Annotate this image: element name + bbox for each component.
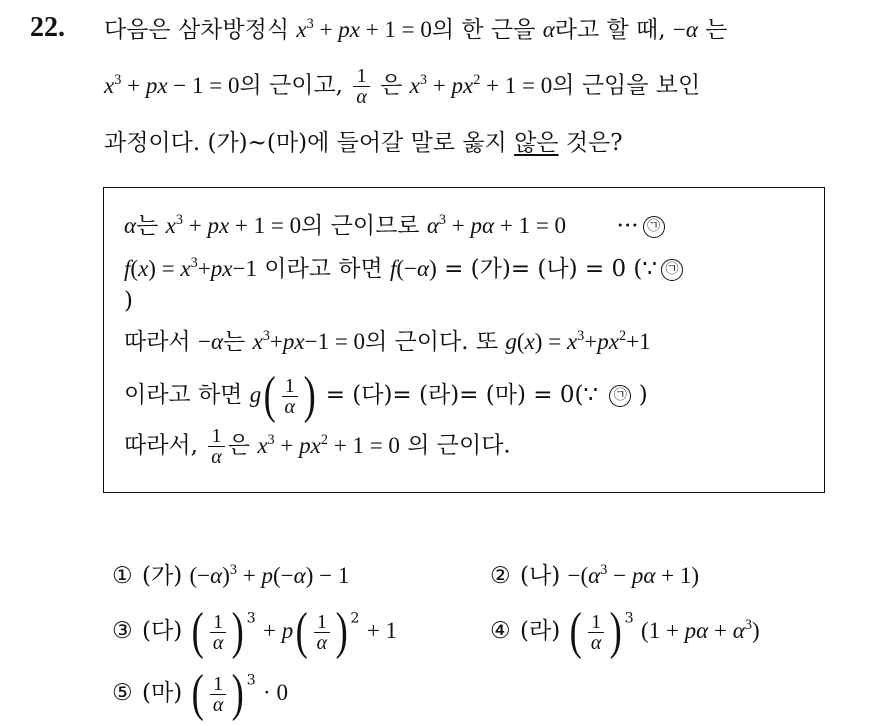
box-text: ) xyxy=(638,382,648,408)
fraction-one-over-alpha: $\frac{1}{\alpha}$ xyxy=(353,66,370,107)
box-text: 의 근이다. 또 xyxy=(365,329,499,355)
question-text: 의 한 근을 xyxy=(431,17,536,43)
box-line-3 xyxy=(124,285,133,317)
math-expression: $x^3$ + px + 1 = 0 xyxy=(296,16,432,42)
box-line-6: 따라서, $\frac{1}{\alpha}$ 은 $x^3 + px^2 + 1 = 0$ 의 근이다. xyxy=(124,425,511,468)
question-line-3 xyxy=(104,127,623,159)
box-text: 은 xyxy=(227,432,250,459)
option-2[interactable]: ② (나) $-(\alpha^3 - p\alpha + 1)$ xyxy=(490,560,699,592)
circled-giyeok-marker: ㉠ xyxy=(661,259,683,281)
question-text: 의 근임을 보인 xyxy=(552,72,701,99)
option-1[interactable]: ① (가) $(-\alpha)^3 + p(-\alpha) - 1$ xyxy=(112,560,349,592)
question-text: 은 xyxy=(380,72,403,99)
option-number: ③ xyxy=(112,618,133,644)
box-text: 이라고 하면 xyxy=(264,256,383,282)
box-text: 는 xyxy=(136,213,159,239)
proof-box xyxy=(103,187,825,493)
box-line-2: $f(x) = x^3+px-1$ 이라고 하면 f(−α) = (가)= (나) = 0 (∵ ㉠ xyxy=(124,253,683,285)
circled-giyeok-marker: ㉠ xyxy=(643,216,665,238)
option-5[interactable]: ⑤ (마) ( $\frac{1}{\alpha}$ ) $^3$ · 0 xyxy=(112,665,288,722)
box-text: 따라서, xyxy=(124,432,198,459)
box-line-1: α는 $x^3$ + px + 1 = 0의 근이므로 $\alpha^3 + p\alpha + 1 = 0$ ··· ㉠ xyxy=(124,210,665,242)
question-text: 는 xyxy=(705,17,728,43)
option-label: (마) xyxy=(142,680,183,706)
box-text: 따라서 xyxy=(124,329,191,355)
question-number: 22. xyxy=(30,12,65,43)
question-text: 라고 할 때, xyxy=(554,17,666,43)
question-line-2 xyxy=(104,66,700,107)
option-label: (가) xyxy=(142,563,183,589)
math-alpha: α xyxy=(542,17,555,42)
math-neg-alpha: −α xyxy=(672,17,698,42)
question-text: 다음은 삼차방정식 xyxy=(104,17,290,43)
option-label: (다) xyxy=(142,618,183,644)
box-text: = (다)= (라)= (마) = 0(∵ xyxy=(325,382,599,408)
circled-giyeok-marker: ㉠ xyxy=(609,385,631,407)
question-text: 의 근이고, xyxy=(239,72,343,99)
option-label: (라) xyxy=(520,618,561,644)
box-text: ) xyxy=(124,288,133,314)
fraction-one-over-alpha: $\frac{1}{\alpha}$ xyxy=(208,426,225,467)
math-expression: $x^3 + px^2 + 1 = 0$ xyxy=(409,71,553,98)
option-4[interactable]: ④ (라) ( $\frac{1}{\alpha}$ ) $^3$ $(1 + p\alpha + \alpha^3)$ xyxy=(490,603,760,660)
box-text: 는 xyxy=(223,329,246,355)
option-number: ② xyxy=(490,563,511,589)
question-text: 것은? xyxy=(565,130,623,156)
option-3[interactable]: ③ (다) ( $\frac{1}{\alpha}$ ) $^3$ + p( $\frac{1}{\alpha}$ ) $^2$ + 1 xyxy=(112,603,398,660)
question-text: 과정이다. (가)~(마)에 들어갈 말로 옳지 xyxy=(104,130,507,156)
fraction-one-over-alpha: $\frac{1}{\alpha}$ xyxy=(282,376,299,417)
box-text: 의 근이므로 xyxy=(301,213,420,239)
box-line-4: 따라서 −α는 $x^3+px-1 = 0$의 근이다. 또 $g(x) = x^3+px^2+1$ xyxy=(124,328,651,355)
box-text: = (가)= (나) = 0 (∵ xyxy=(444,256,658,282)
box-text: 이라고 하면 xyxy=(124,382,243,408)
option-number: ① xyxy=(112,563,133,589)
box-line-5: 이라고 하면 g( $\frac{1}{\alpha}$ ) = (다)= (라)= (마) = 0(∵ ㉠ ) xyxy=(124,367,648,424)
option-label: (나) xyxy=(520,563,561,589)
option-number: ⑤ xyxy=(112,680,133,706)
underlined-word: 않은 xyxy=(514,130,559,156)
ellipsis: ··· xyxy=(616,213,639,239)
option-number: ④ xyxy=(490,618,511,644)
question-line-1 xyxy=(104,14,727,46)
math-expression: $x^3$ + px − 1 = 0 xyxy=(104,71,240,98)
box-text: 의 근이다. xyxy=(407,432,511,459)
